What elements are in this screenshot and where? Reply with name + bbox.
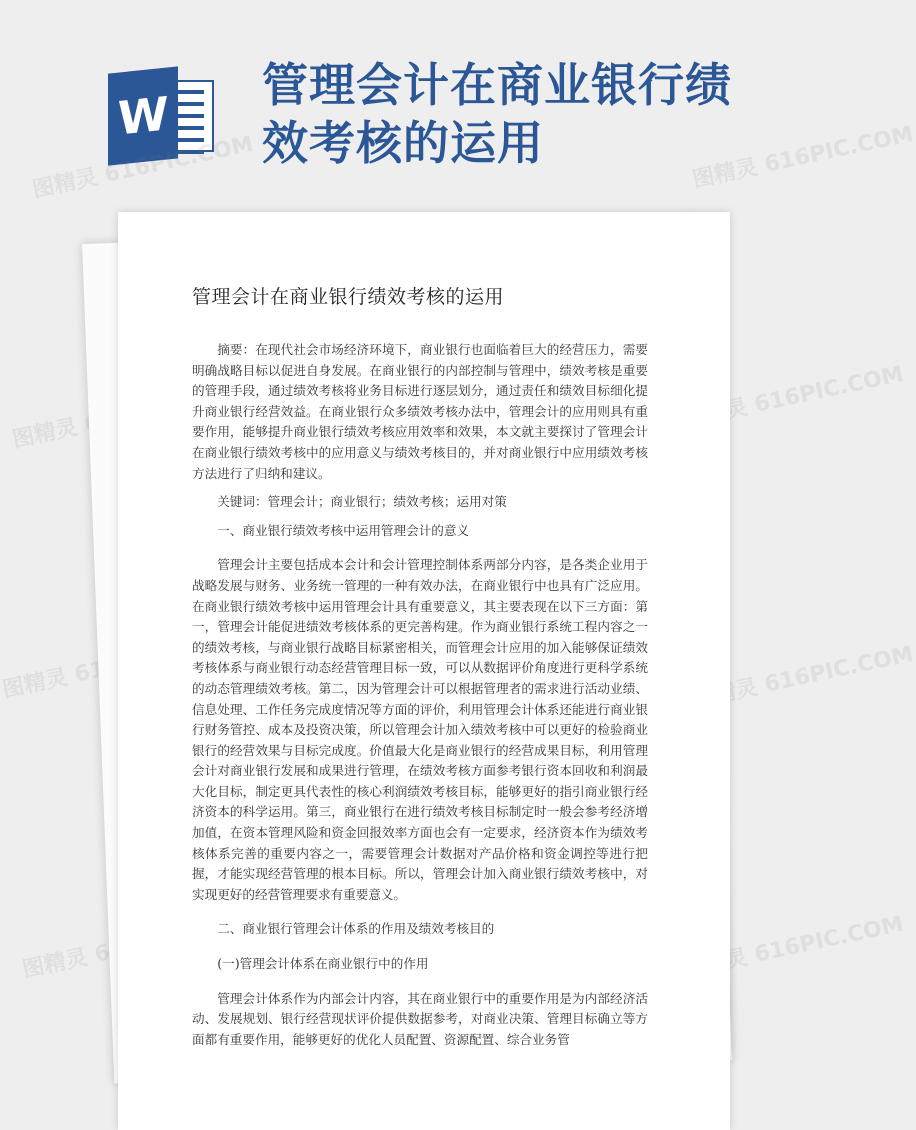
abstract-paragraph: 摘要：在现代社会市场经济环境下，商业银行也面临着巨大的经营压力，需要明确战略目标以促进自身发展。在商业银行的内部控制与管理中，绩效考核是重要的管理手段，通过绩效考核将业务目标进行逐层划分，通过责任和绩效目标细化提升商业银行经营效益。在商业银行众多绩效考核办法中，管理会计的应用则具有重要作用，能够提升商业银行绩效考核应用效率和效果，本文就主要探讨了管理会计在商业银行绩效考核中的应用意义与绩效考核目的，并对商业银行中应用绩效考核方法进行了归纳和建议。 [192,342,648,481]
subsection-heading: (一)管理会计体系在商业银行中的作用 [217,956,429,972]
watermark: 图精灵 616PIC.COM [690,641,916,714]
watermark: 图精灵 [10,414,81,454]
word-badge: W [108,66,178,165]
body-paragraph: 管理会计体系作为内部会计内容，其在商业银行中的重要作用是为内部经济活动、发展规划、银行经营现状评价提供数据参考，对商业决策、管理目标确立等方面都有重要作用，能够更好的优化人员配置、资源配置、综合业务管 [192,990,648,1047]
document-body [192,332,648,1050]
word-document-icon [108,70,218,162]
watermark: 图精灵 616PIC.COM [680,911,906,984]
watermark: 图精灵 616PIC.COM [30,131,256,204]
section-heading: 一、商业银行绩效考核中运用管理会计的意义 [217,522,470,538]
watermark: 图精灵 [20,944,91,984]
body-paragraph: 管理会计主要包括成本会计和会计管理控制体系两部分内容，是各类企业用于战略发展与财务、业务统一管理的一种有效办法，在商业银行中也具有广泛应用。在商业银行绩效考核中运用管理会计具有重要意义，其主要表现在以下三方面：第一，管理会计能促进绩效考核体系的更完善构建。作为商业银行系统工程内容之一的绩效考核，与商业银行战略目标紧密相关，而管理会计应用的加入能够保证绩效考核体系与商业银行动态经营管理目标一致，可以从数据评价角度进行更科学系统的动态管理绩效考核。第二，因为管理会计可以根据管理者的需求进行活动业绩、信息处理、工作任务完成度情况等方面的评价，利用管理会计体系还能进行商业银行财务管控、成本及投资决策，所以管理会计加入绩效考核中可以更好的检验商业银行的经营效果与目标完成度。价值最大化是商业银行的经营成果目标，利用管理会计对商业银行发展和成果进行管理，在绩效考核方面参考银行资本回收和利润最大化目标，制定更具代表性的核心利润绩效考核目标，能够更好的指引商业银行经济资本的科学运用。第三，商业银行在进行绩效考核目标制定时一般会参考经济增加值，在资本管理风险和资金回报效率方面也会有一定要求，经济资本作为绩效考核体系完善的重要内容之一，需要管理会计数据对产品价格和资金调控等进行把握，才能实现经营管理的根本目标。所以，管理会计加入商业银行绩效考核中，对实现更好的经营管理要求有重要意义。 [192,557,648,902]
document-title: 管理会计在商业银行绩效考核的运用 [192,286,505,308]
banner-title: 管理会计在商业银行绩效考核的运用 [262,58,732,170]
section-heading: 二、商业银行管理会计体系的作用及绩效考核目的 [217,921,495,937]
keywords-paragraph: 关键词：管理会计；商业银行；绩效考核；运用对策 [217,494,507,510]
header-banner [0,0,800,200]
watermark: 图精灵 616PIC.COM [690,121,916,194]
document-page [118,212,730,1130]
watermark: 图精灵 [0,664,71,704]
watermark: 图精灵 616PIC.COM [680,361,906,434]
